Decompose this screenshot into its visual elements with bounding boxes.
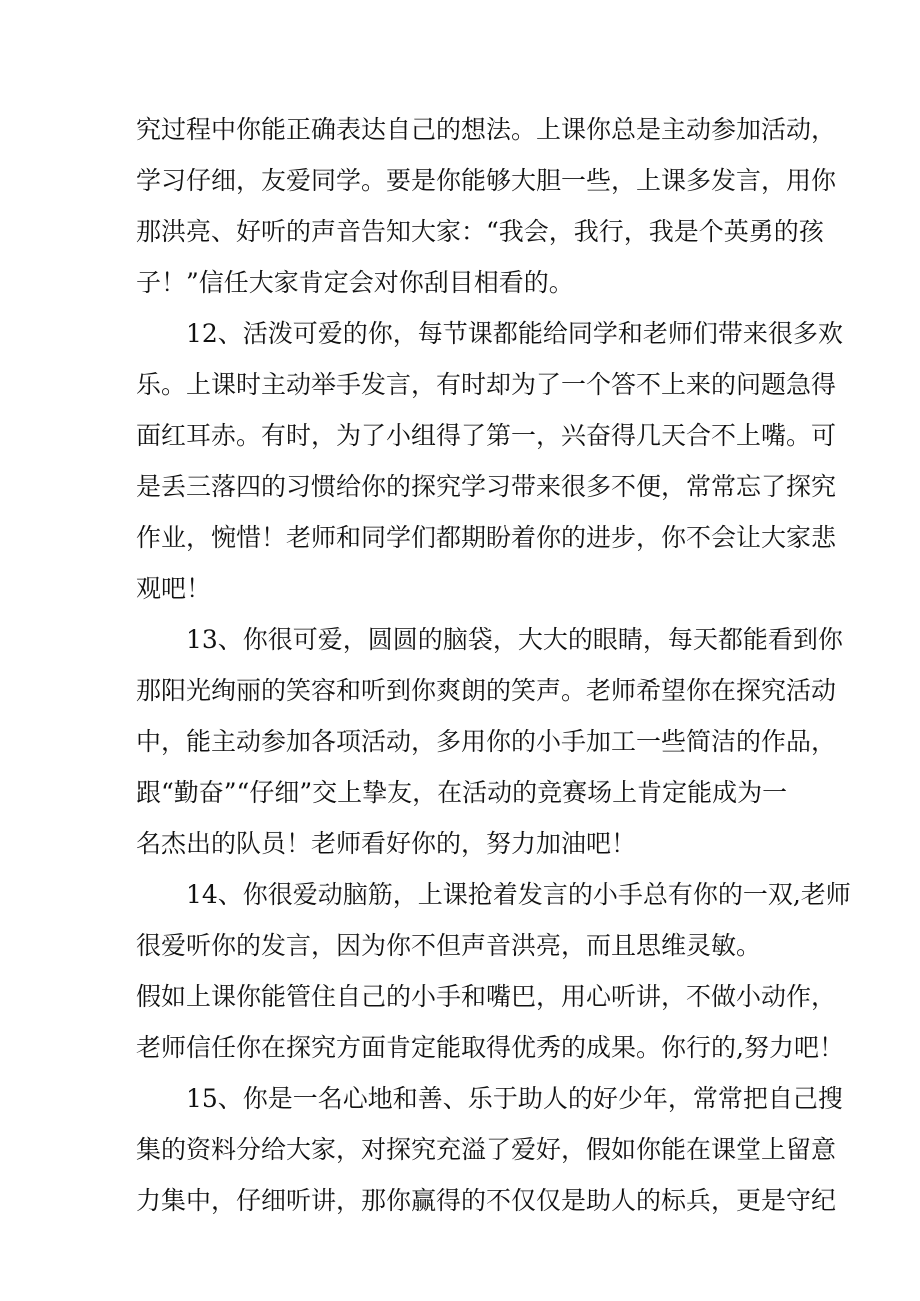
text-line: 作业，惋惜！老师和同学们都期盼着你的进步，你不会让大家悲 <box>136 523 837 552</box>
text-line: 假如上课你能管住自己的小手和嘴巴，用心听讲，不做小动作， <box>136 982 837 1011</box>
paragraph-first-line: 15、你是一名心地和善、乐于助人的好少年，常常把自己搜 <box>186 1084 843 1113</box>
text-line: 学习仔细，友爱同学。要是你能够大胆一些，上课多发言，用你 <box>136 166 837 195</box>
text-line: 乐。上课时主动举手发言，有时却为了一个答不上来的问题急得 <box>136 370 837 399</box>
paragraph-first-line: 14、你很爱动脑筋，上课抢着发言的小手总有你的一双,老师 <box>186 880 851 909</box>
text-line: 是丢三落四的习惯给你的探究学习带来很多不便，常常忘了探究 <box>136 472 837 501</box>
text-line: 面红耳赤。有时，为了小组得了第一，兴奋得几天合不上嘴。可 <box>136 421 837 450</box>
text-line: 究过程中你能正确表达自己的想法。上课你总是主动参加活动， <box>136 115 837 144</box>
text-line: 那阳光绚丽的笑容和听到你爽朗的笑声。老师希望你在探究活动 <box>136 676 837 705</box>
text-line: 观吧！ <box>136 574 212 603</box>
text-line: 很爱听你的发言，因为你不但声音洪亮，而且思维灵敏。 <box>136 931 762 960</box>
text-line: 中，能主动参加各项活动，多用你的小手加工一些简洁的作品， <box>136 727 837 756</box>
text-line: 老师信任你在探究方面肯定能取得优秀的成果。你行的,努力吧！ <box>136 1033 844 1062</box>
paragraph-first-line: 12、活泼可爱的你，每节课都能给同学和老师们带来很多欢 <box>186 319 843 348</box>
text-line: 力集中，仔细听讲，那你赢得的不仅仅是助人的标兵，更是守纪 <box>136 1186 837 1215</box>
text-line: 集的资料分给大家，对探究充溢了爱好，假如你能在课堂上留意 <box>136 1135 837 1164</box>
text-line: 跟“勤奋”“仔细”交上挚友，在活动的竞赛场上肯定能成为一 <box>136 778 788 807</box>
paragraph-first-line: 13、你很可爱，圆圆的脑袋，大大的眼睛，每天都能看到你 <box>186 625 843 654</box>
text-line: 子！”信任大家肯定会对你刮目相看的。 <box>136 268 574 297</box>
text-line: 那洪亮、好听的声音告知大家：“我会，我行，我是个英勇的孩 <box>136 217 824 246</box>
text-line: 名杰出的队员！老师看好你的，努力加油吧！ <box>136 829 637 858</box>
